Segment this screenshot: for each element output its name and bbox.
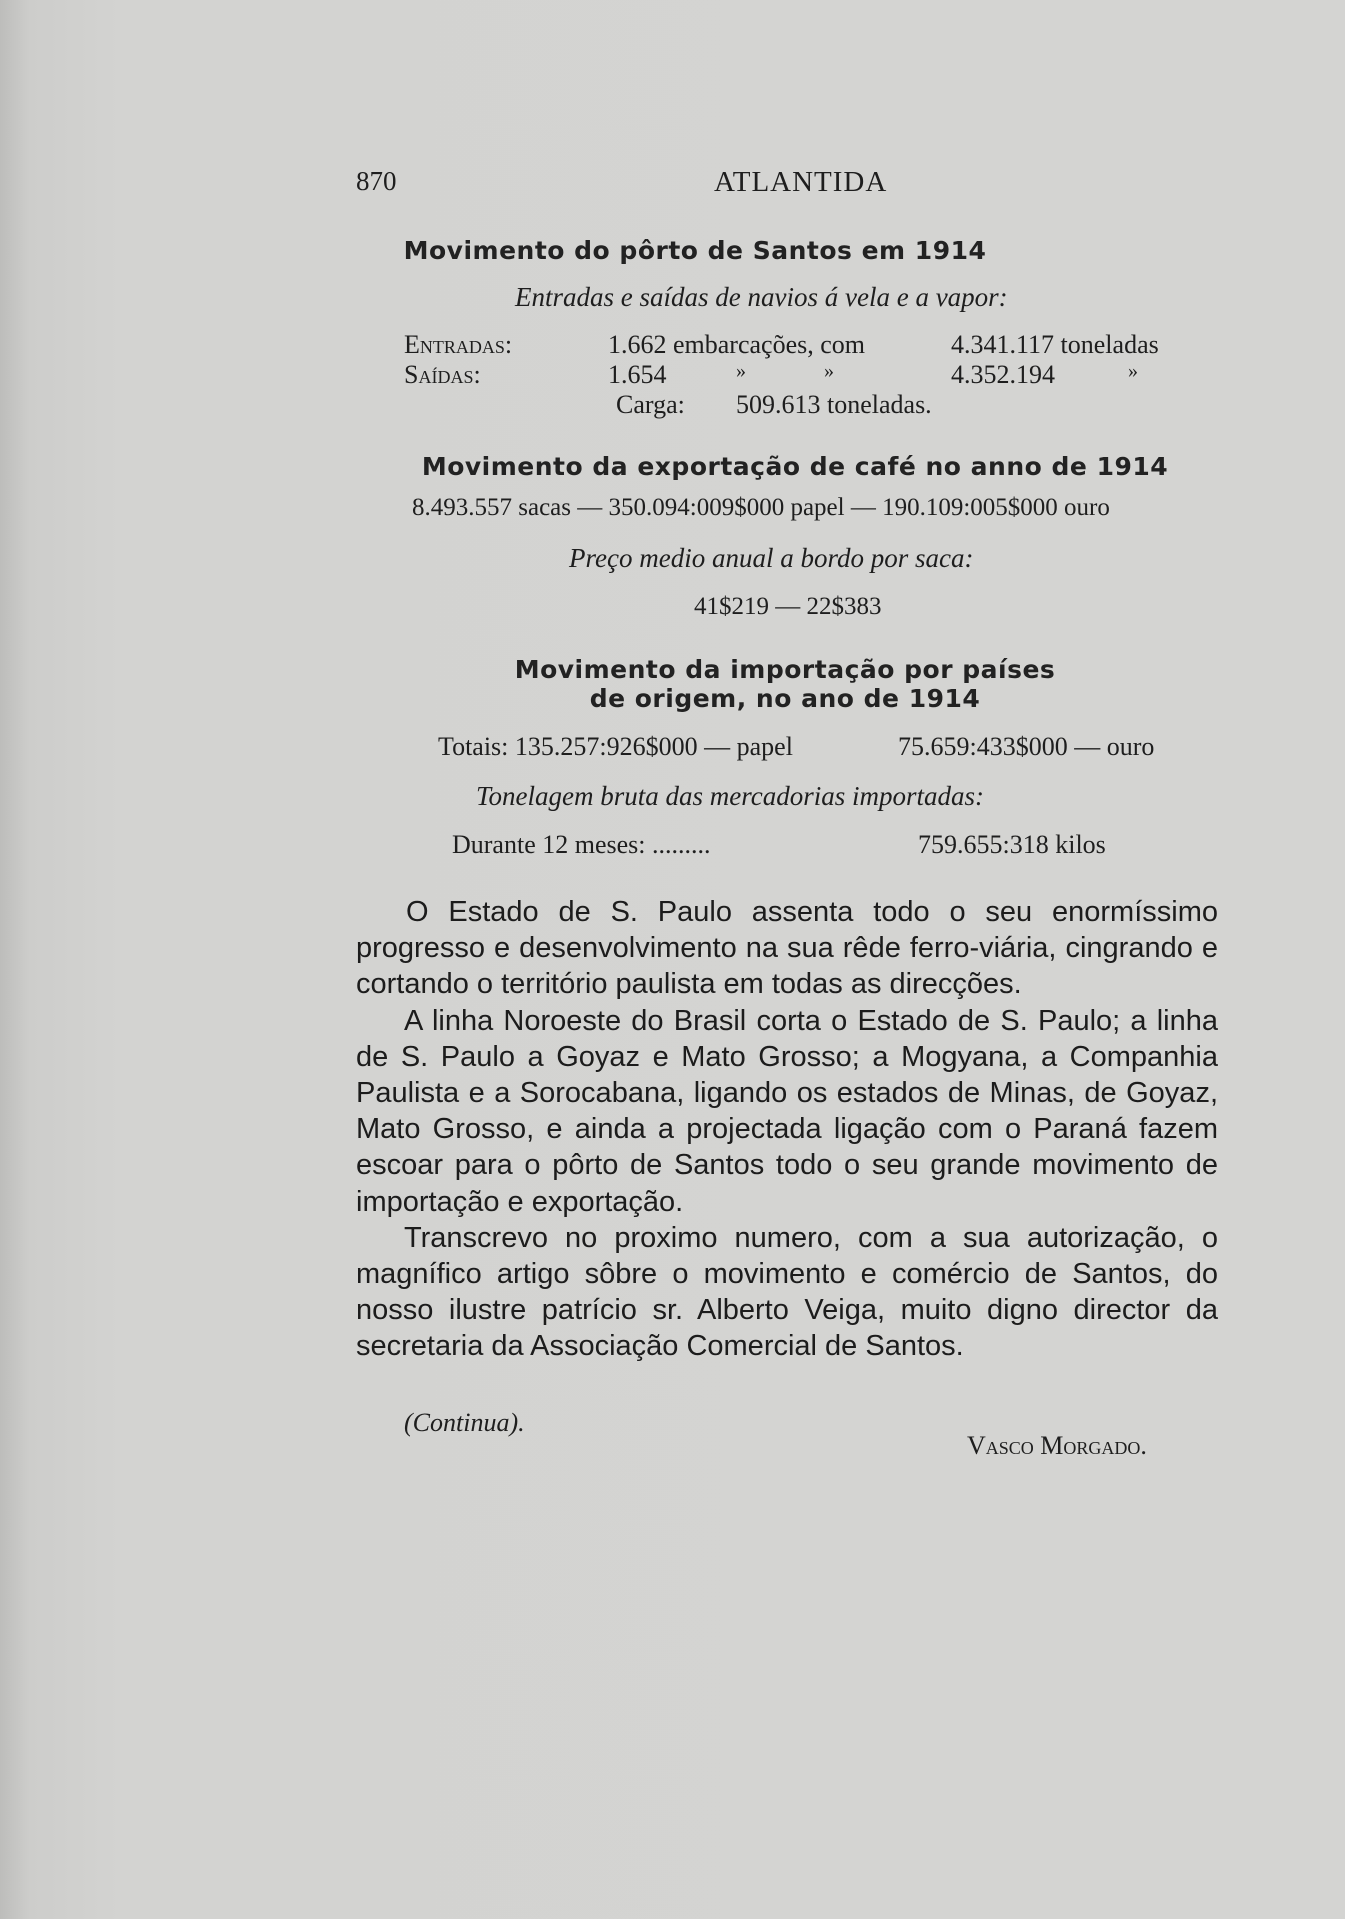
port-movement-subtitle: Entradas e saídas de navios á vela e a vapor: [515, 282, 1008, 312]
import-heading-line2: de origem, no ano de 1914 [589, 684, 981, 713]
saidas-ditto-3: » [1128, 360, 1138, 382]
saidas-ditto-2: » [824, 360, 834, 382]
running-title: ATLANTIDA [714, 166, 888, 198]
entradas-tonnage: 4.341.117 toneladas [951, 330, 1159, 359]
carga-label: Carga: [616, 390, 685, 419]
totais-paper: Totais: 135.257:926$000 — papel [438, 732, 793, 761]
paragraph-1: O Estado de S. Paulo assenta todo o seu enormíssimo progresso e desenvolvimento na sua rêde ferro-viária, cingrando e cortando o território paulista em todas as direcções. [356, 896, 1218, 1001]
price-range: 41$219 — 22$383 [694, 593, 882, 620]
saidas-count: 1.654 [608, 360, 667, 389]
saidas-label: Saídas: [404, 360, 481, 389]
carga-value: 509.613 toneladas. [736, 390, 932, 419]
price-subtitle: Preço medio anual a bordo por saca: [569, 543, 974, 573]
saidas-ditto-1: » [736, 360, 746, 382]
coffee-export-heading: Movimento da exportação de café no anno de 1914 [421, 452, 1169, 481]
paragraph-2: A linha Noroeste do Brasil corta o Estado de S. Paulo; a linha de S. Paulo a Goyaz e Mato Grosso; a Mogyana, a Companhia Paulista e a Sorocabana, ligando os estados de Minas, de Goyaz, Mato Grosso, e ainda a projectada ligação com o Paraná fazem escoar para o pôrto de Santos todo o seu grande movimento de importação e exportação. [356, 1004, 1218, 1218]
page-number: 870 [356, 166, 397, 196]
entradas-label: Entradas: [404, 330, 513, 359]
coffee-export-line: 8.493.557 sacas — 350.094:009$000 papel — 190.109:005$000 ouro [412, 494, 1110, 521]
port-movement-heading: Movimento do pôrto de Santos em 1914 [403, 236, 987, 265]
author-signature: Vasco Morgado. [967, 1431, 1147, 1460]
continua-note: (Continua). [404, 1408, 525, 1437]
entradas-count: 1.662 embarcações, com [608, 330, 866, 359]
durante-label: Durante 12 meses: ......... [452, 830, 711, 859]
durante-value: 759.655:318 kilos [918, 830, 1106, 859]
totais-gold: 75.659:433$000 — ouro [898, 732, 1155, 761]
paragraph-3: Transcrevo no proximo numero, com a sua autorização, o magnífico artigo sôbre o movimento e comércio de Santos, do nosso ilustre patrício sr. Alberto Veiga, muito digno director da secretaria da Associação Comercial de Santos. [356, 1221, 1218, 1363]
import-heading-line1: Movimento da importação por países [514, 655, 1056, 684]
saidas-tonnage: 4.352.194 [951, 360, 1055, 389]
body-text [356, 894, 1218, 1365]
tonnage-subtitle: Tonelagem bruta das mercadorias importadas: [476, 781, 985, 811]
